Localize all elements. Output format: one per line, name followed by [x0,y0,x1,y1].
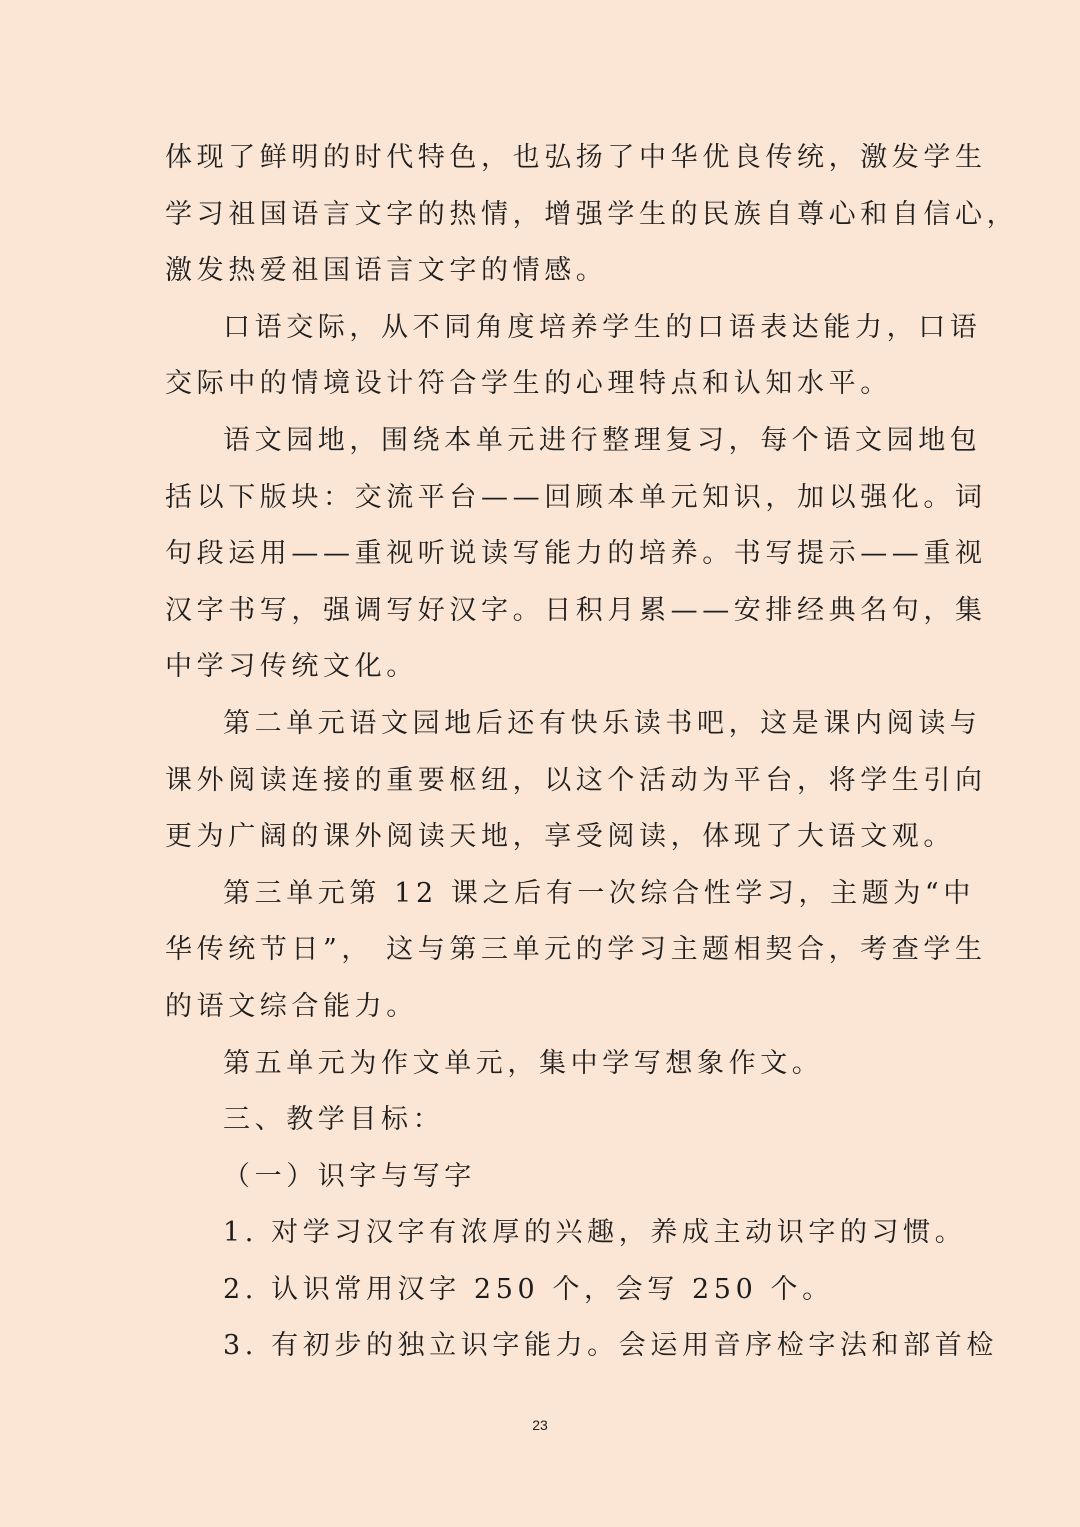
text-line: 激发热爱祖国语言文字的情感。 [165,255,608,287]
list-item: 2. 认识常用汉字 250 个，会写 250 个。 [223,1273,834,1305]
text-line: 第五单元为作文单元，集中学写想象作文。 [223,1047,824,1079]
text-line: 括以下版块：交流平台——回顾本单元知识，加以强化。词 [165,481,987,513]
text-line: 的语文综合能力。 [165,990,418,1022]
page-number: 23 [532,1417,548,1433]
text-line: 第二单元语文园地后还有快乐读书吧，这是课内阅读与 [223,707,982,739]
text-line: 汉字书写，强调写好汉字。日积月累——安排经典名句，集 [165,594,987,626]
text-line: 语文园地，围绕本单元进行整理复习，每个语文园地包 [223,424,982,456]
subsection-heading: （一）识字与写字 [223,1160,476,1192]
section-heading: 三、教学目标： [223,1104,445,1136]
text-line: 口语交际，从不同角度培养学生的口语表达能力，口语 [223,311,982,343]
text-line: 体现了鲜明的时代特色，也弘扬了中华优良传统，激发学生 [165,142,987,173]
body-text [165,130,1019,1375]
list-item: 3. 有初步的独立识字能力。会运用音序检字法和部首检 [223,1330,998,1362]
text-line: 句段运用——重视听说读写能力的培养。书写提示——重视 [165,538,987,570]
text-line: 华传统节日”， 这与第三单元的学习主题相契合，考查学生 [165,934,987,966]
text-line: 学习祖国语言文字的热情，增强学生的民族自尊心和自信心， [165,198,1019,230]
list-item: 1. 对学习汉字有浓厚的兴趣，养成主动识字的习惯。 [223,1217,967,1249]
text-line: 课外阅读连接的重要枢纽，以这个活动为平台，将学生引向 [165,764,987,796]
text-line: 更为广阔的课外阅读天地，享受阅读，体现了大语文观。 [165,821,955,853]
text-line: 交际中的情境设计符合学生的心理特点和认知水平。 [165,368,892,400]
text-line: 第三单元第 12 课之后有一次综合性学习，主题为“中 [223,877,975,909]
text-line: 中学习传统文化。 [165,651,418,683]
